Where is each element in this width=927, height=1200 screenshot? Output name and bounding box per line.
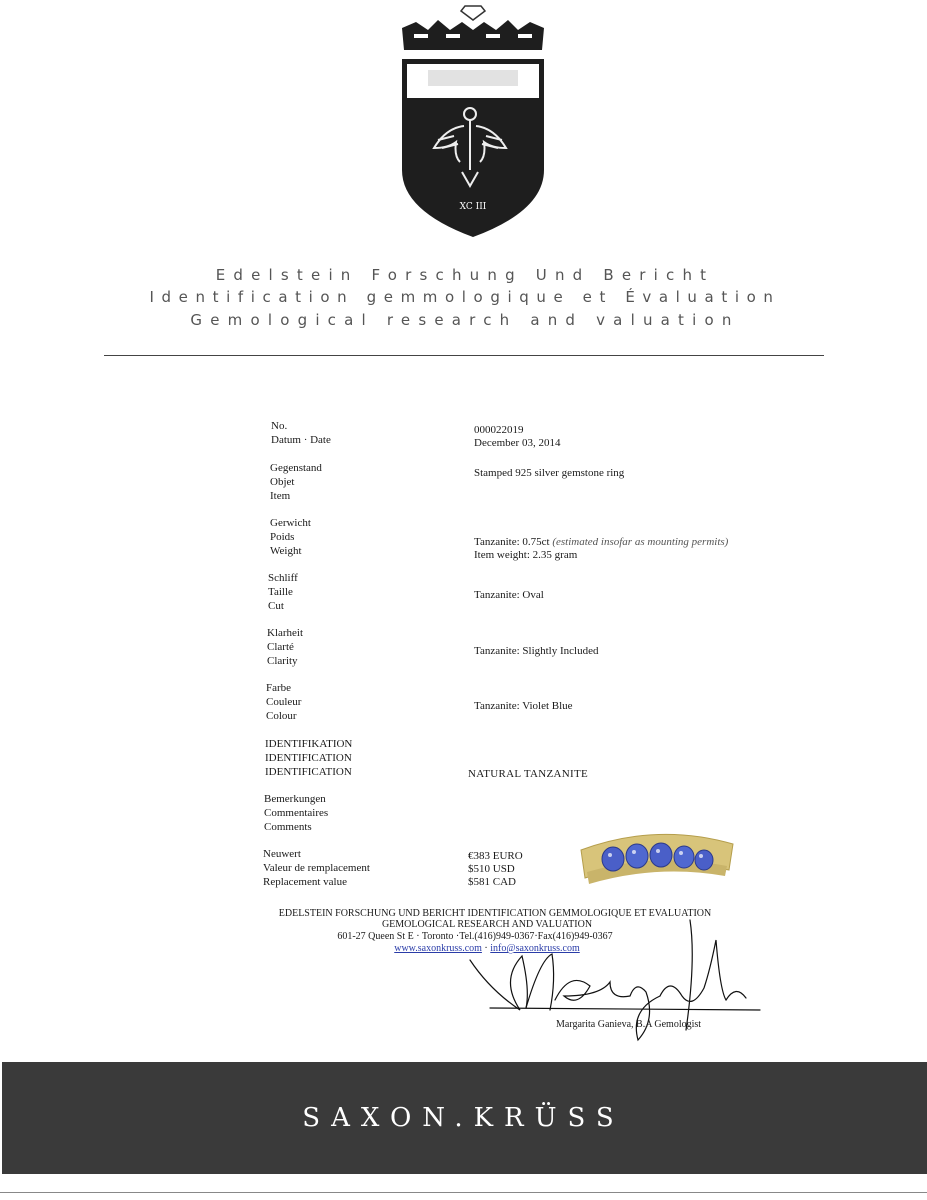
label-value-fr: Valeur de remplacement [263, 862, 370, 874]
label-date-text: Datum · Date [271, 434, 331, 446]
label-comments [264, 792, 328, 834]
gem-5 [695, 850, 713, 870]
footer-subtitle-line: GEMOLOGICAL RESEARCH AND VALUATION [381, 919, 593, 930]
label-identification-de: IDENTIFIKATION [265, 738, 353, 750]
value-certificate-number: 000022019 [474, 424, 524, 436]
value-euro: €383 EURO [468, 850, 523, 862]
value-clarity: Tanzanite: Slightly Included [474, 645, 599, 657]
header-line-english: Gemological research and valuation [190, 311, 740, 329]
gem-2 [626, 844, 648, 868]
header-line-german: Edelstein Forschung Und Bericht [215, 266, 715, 284]
header-divider [104, 355, 824, 356]
label-number-text: No. [271, 420, 288, 432]
label-weight [270, 516, 311, 558]
label-clarity-de: Klarheit [267, 627, 304, 639]
label-colour-en: Colour [266, 710, 297, 722]
value-carat-weight: Tanzanite: 0.75ct [474, 536, 550, 548]
value-item: Stamped 925 silver gemstone ring [474, 467, 625, 479]
label-comments-de: Bemerkungen [264, 793, 326, 805]
label-value-de: Neuwert [263, 848, 301, 860]
value-date: December 03, 2014 [474, 437, 561, 449]
value-usd: $510 USD [468, 863, 515, 875]
label-weight-en: Weight [270, 545, 302, 557]
value-replacement [468, 850, 523, 889]
email-link[interactable]: info@saxonkruss.com [490, 943, 580, 954]
gem-4 [674, 846, 694, 868]
value-item-weight: Item weight: 2.35 gram [474, 549, 578, 561]
label-value-en: Replacement value [263, 876, 347, 888]
value-cut: Tanzanite: Oval [474, 589, 544, 601]
label-cut [268, 571, 298, 613]
label-number [271, 419, 331, 447]
label-item [270, 461, 322, 503]
label-cut-en: Cut [268, 600, 284, 612]
crest-logo [398, 0, 548, 240]
value-weight-note: (estimated insofar as mounting permits) [552, 536, 729, 548]
label-weight-fr: Poids [270, 531, 295, 543]
gem-1 [602, 847, 624, 871]
label-cut-de: Schliff [268, 572, 298, 584]
label-item-de: Gegenstand [270, 462, 322, 474]
label-colour [266, 681, 301, 723]
label-replacement-value [263, 847, 370, 889]
value-weight [474, 536, 728, 562]
label-cut-fr: Taille [268, 586, 293, 598]
label-comments-fr: Commentaires [264, 807, 329, 819]
footer-address-line: 601-27 Queen St E · Toronto ·Tel.(416)949-0367·Fax(416)949-0367 [337, 931, 613, 942]
header-line-french: Identification gemmologique et Évaluation [149, 288, 781, 306]
label-clarity-fr: Clarté [267, 641, 294, 653]
label-item-fr: Objet [270, 476, 295, 488]
website-link[interactable]: www.saxonkruss.com [394, 943, 482, 954]
signatory-name: Margarita Ganieva, B.A Gemologist [556, 1019, 702, 1030]
gem-3 [650, 843, 672, 867]
value-cad: $581 CAD [468, 876, 516, 888]
diamond-icon [461, 6, 485, 20]
bottom-edge [0, 1192, 927, 1193]
label-identification-fr: IDENTIFICATION [265, 752, 352, 764]
link-separator: · [481, 943, 491, 954]
brand-name: SAXON.KRÜSS [302, 1103, 625, 1133]
label-identification [265, 737, 352, 779]
label-comments-en: Comments [264, 821, 312, 833]
label-clarity [267, 626, 303, 668]
label-identification-en: IDENTIFICATION [265, 766, 352, 778]
value-number-date [474, 424, 560, 450]
label-item-en: Item [270, 490, 291, 502]
label-colour-fr: Couleur [266, 696, 302, 708]
label-clarity-en: Clarity [267, 655, 298, 667]
ring-photo [577, 826, 737, 890]
value-colour: Tanzanite: Violet Blue [474, 700, 573, 712]
crest-motto: XC III [459, 202, 487, 212]
label-weight-de: Gerwicht [270, 517, 311, 529]
footer-company-line: EDELSTEIN FORSCHUNG UND BERICHT IDENTIFICATION GEMMOLOGIQUE ET EVALUATION [278, 908, 712, 919]
label-colour-de: Farbe [266, 682, 292, 694]
value-identification: NATURAL TANZANITE [468, 768, 589, 780]
